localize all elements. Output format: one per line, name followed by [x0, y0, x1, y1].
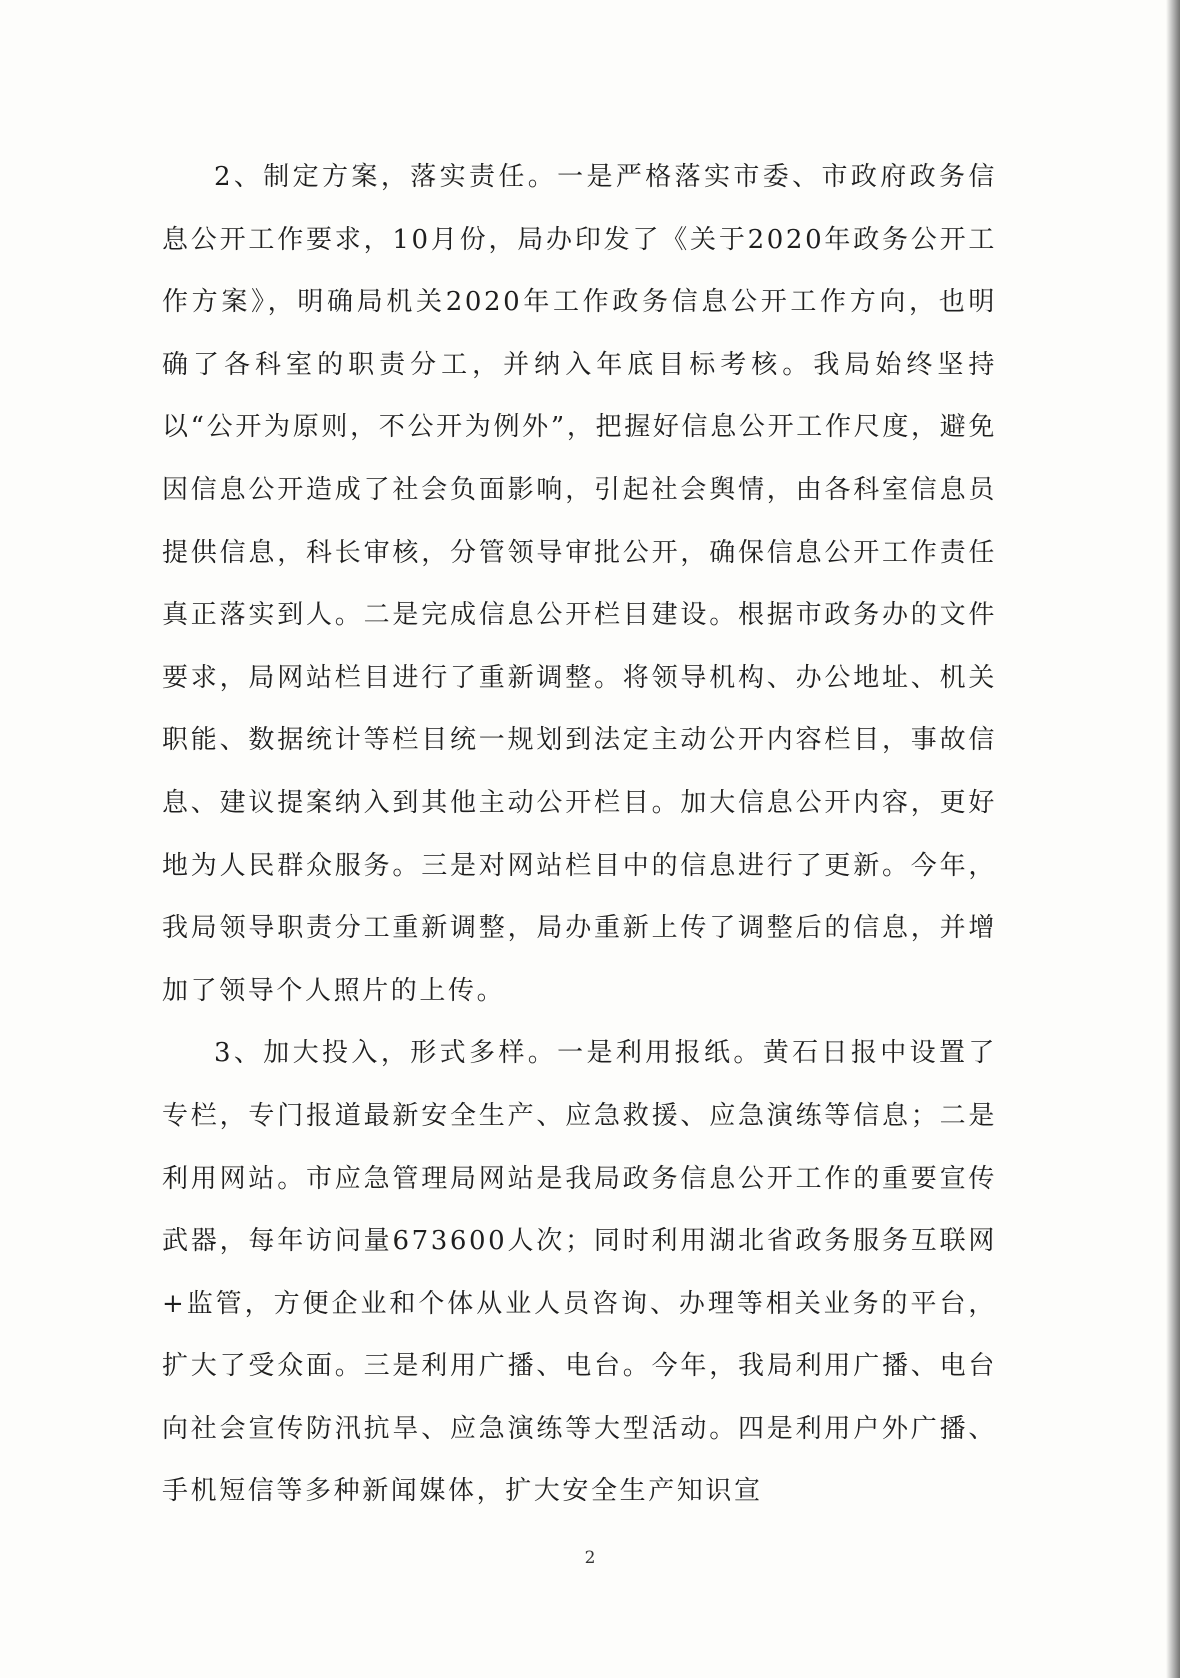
paragraph-section-2: 2、制定方案，落实责任。一是严格落实市委、市政府政务信息公开工作要求，10月份，局办印发了《关于2020年政务公开工作方案》，明确局机关2020年工作政务信息公开工作方向，也明确了各科室的职责分工，并纳入年底目标考核。我局始终坚持以“公开为原则，不公开为例外”，把握好信息公开工作尺度，避免因信息公开造成了社会负面影响，引起社会舆情，由各科室信息员提供信息，科长审核，分管领导审批公开，确保信息公开工作责任真正落实到人。二是完成信息公开栏目建设。根据市政务办的文件要求，局网站栏目进行了重新调整。将领导机构、办公地址、机关职能、数据统计等栏目统一规划到法定主动公开内容栏目，事故信息、建议提案纳入到其他主动公开栏目。加大信息公开内容，更好地为人民群众服务。三是对网站栏目中的信息进行了更新。今年，我局领导职责分工重新调整，局办重新上传了调整后的信息，并增加了领导个人照片的上传。 — [162, 162, 997, 1006]
paragraph-section-3: 3、加大投入，形式多样。一是利用报纸。黄石日报中设置了专栏，专门报道最新安全生产、应急救援、应急演练等信息；二是利用网站。市应急管理局网站是我局政务信息公开工作的重要宣传武器，每年访问量673600人次；同时利用湖北省政务服务互联网+监管，方便企业和个体从业人员咨询、办理等相关业务的平台，扩大了受众面。三是利用广播、电台。今年，我局利用广播、电台向社会宣传防汛抗旱、应急演练等大型活动。四是利用户外广播、手机短信等多种新闻媒体，扩大安全生产知识宣 — [162, 1038, 997, 1507]
scan-shadow-edge — [1166, 0, 1180, 1678]
page-number: 2 — [584, 1548, 596, 1568]
document-body — [162, 146, 997, 1523]
